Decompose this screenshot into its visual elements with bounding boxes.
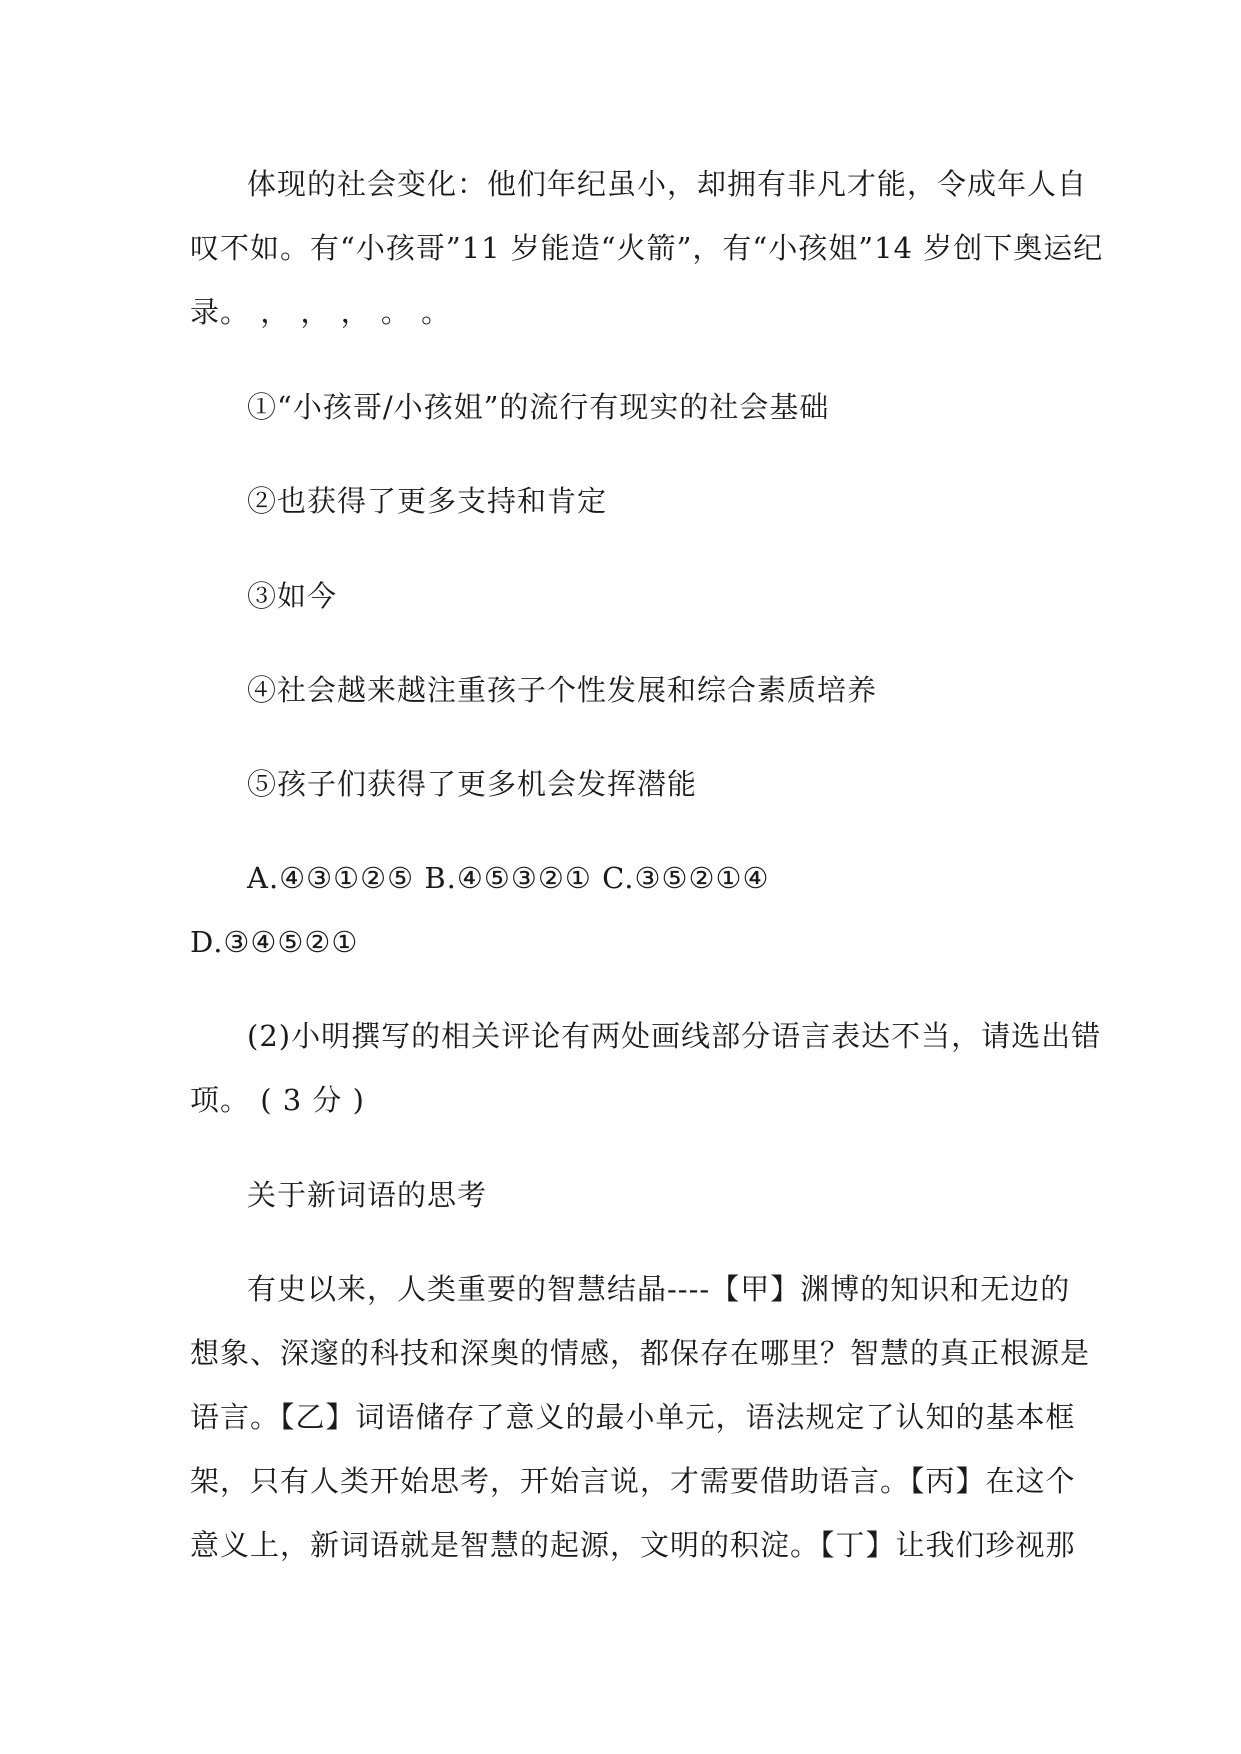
option-5: ⑤孩子们获得了更多机会发挥潜能 <box>247 767 698 801</box>
option-3: ③如今 <box>247 579 338 613</box>
answer-choices: D.③④⑤②① <box>190 925 359 959</box>
essay-line: 有史以来，人类重要的智慧结晶----【甲】渊博的知识和无边的 <box>247 1272 1071 1306</box>
paragraph-line: 录。 ， ， ， 。 。 <box>190 295 452 329</box>
essay-line: 语言。【乙】词语储存了意义的最小单元，语法规定了认知的基本框 <box>190 1400 1076 1434</box>
question-2: 项。 ( 3 分 ) <box>190 1083 365 1117</box>
paragraph-line: 叹不如。有“小孩哥”11 岁能造“火箭”，有“小孩姐”14 岁创下奥运纪 <box>190 231 1104 265</box>
essay-title: 关于新词语的思考 <box>247 1178 488 1212</box>
answer-choices: A.④③①②⑤ B.④⑤③②① C.③⑤②①④ <box>247 861 770 895</box>
essay-line: 想象、深邃的科技和深奥的情感，都保存在哪里？智慧的真正根源是 <box>190 1336 1091 1370</box>
option-1: ①“小孩哥/小孩姐”的流行有现实的社会基础 <box>247 390 830 424</box>
essay-line: 架，只有人类开始思考，开始言说，才需要借助语言。【丙】在这个 <box>190 1464 1076 1498</box>
paragraph-line: 体现的社会变化：他们年纪虽小，却拥有非凡才能，令成年人自 <box>247 167 1088 201</box>
question-2: (2)小明撰写的相关评论有两处画线部分语言表达不当，请选出错 <box>247 1019 1102 1053</box>
option-2: ②也获得了更多支持和肯定 <box>247 484 608 518</box>
essay-line: 意义上，新词语就是智慧的起源，文明的积淀。【丁】让我们珍视那 <box>190 1528 1076 1562</box>
option-4: ④社会越来越注重孩子个性发展和综合素质培养 <box>247 673 878 707</box>
